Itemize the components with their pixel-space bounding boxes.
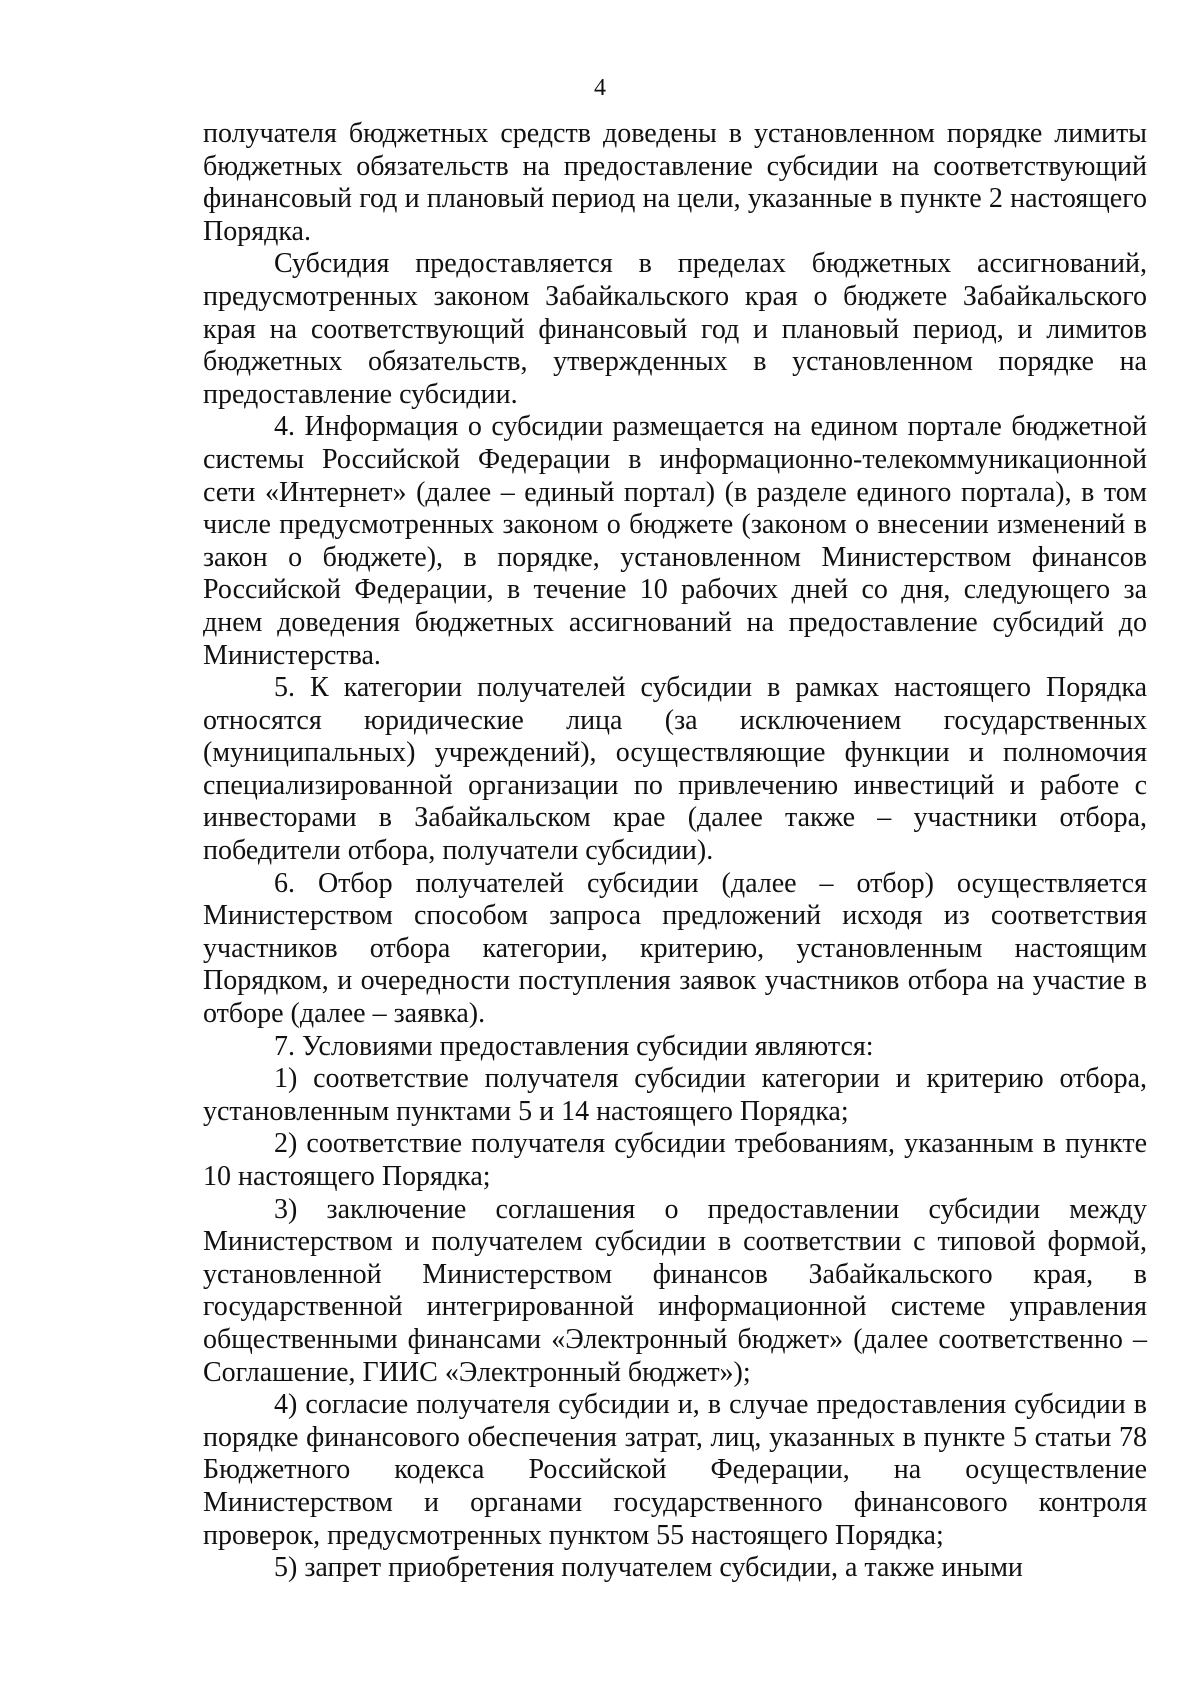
paragraph-subitem-1: 1) соответствие получателя субсидии категории и критерию отбора, установленным пунктами 5 и 14 настоящего Порядка; [203, 1063, 1147, 1127]
paragraph-subsidy-limits: Субсидия предоставляется в пределах бюджетных ассигнований, предусмотренных законом Забайкальского края о бюджете Забайкальского края на соответствующий финансовый год и плановый период, и лимитов бюджетных обязательств, утвержденных в установленном порядке на предоставление субсидии. [203, 248, 1147, 410]
page-number: 4 [594, 75, 606, 101]
paragraph-item-6: 6. Отбор получателей субсидии (далее – отбор) осуществляется Министерством способом запроса предложений исходя из соответствия участников отбора категории, критерию, установленным настоящим Порядком, и очередности поступления заявок участников отбора на участие в отборе (далее – заявка). [203, 867, 1147, 1030]
paragraph-subitem-4: 4) согласие получателя субсидии и, в случае предоставления субсидии в порядке финансового обеспечения затрат, лиц, указанных в пункте 5 статьи 78 Бюджетного кодекса Российской Федерации, на осуществление Министерством и органами государственного финансового контроля проверок, предусмотренных пунктом 55 настоящего Порядка; [203, 1389, 1147, 1551]
paragraph-subitem-2: 2) соответствие получателя субсидии требованиям, указанным в пункте 10 настоящего Порядка; [203, 1128, 1147, 1192]
paragraph-subitem-3: 3) заключение соглашения о предоставлении субсидии между Министерством и получателем субсидии в соответствии с типовой формой, установленной Министерством финансов Забайкальского края, в государственной интегрированной информационной системе управления общественными финансами «Электронный бюджет» (далее соответственно – Соглашение, ГИИС «Электронный бюджет»); [203, 1193, 1147, 1388]
paragraph-item-5: 5. К категории получателей субсидии в рамках настоящего Порядка относятся юридические лица (за исключением государственных (муниципальных) учреждений), осуществляющие функции и полномочия специализированной организации по привлечению инвестиций и работе с инвесторами в Забайкальском крае (далее также – участники отбора, победители отбора, получатели субсидии). [203, 672, 1147, 867]
paragraph-item-4: 4. Информация о субсидии размещается на едином портале бюджетной системы Российской Федерации в информационно-телекоммуникационной сети «Интернет» (далее – единый портал) (в разделе единого портала), в том числе предусмотренных законом о бюджете (законом о внесении изменений в закон о бюджете), в порядке, установленном Министерством финансов Российской Федерации, в течение 10 рабочих дней со дня, следующего за днем доведения бюджетных ассигнований на предоставление субсидий до Министерства. [203, 411, 1147, 671]
paragraph-continuation: получателя бюджетных средств доведены в установленном порядке лимиты бюджетных обязательств на предоставление субсидии на соответствующий финансовый год и плановый период на цели, указанные в пункте 2 настоящего Порядка. [203, 118, 1147, 247]
paragraph-subitem-5: 5) запрет приобретения получателем субсидии, а также иными [274, 1552, 1023, 1584]
document-body [203, 118, 1147, 1585]
paragraph-item-7: 7. Условиями предоставления субсидии являются: [274, 1030, 874, 1062]
